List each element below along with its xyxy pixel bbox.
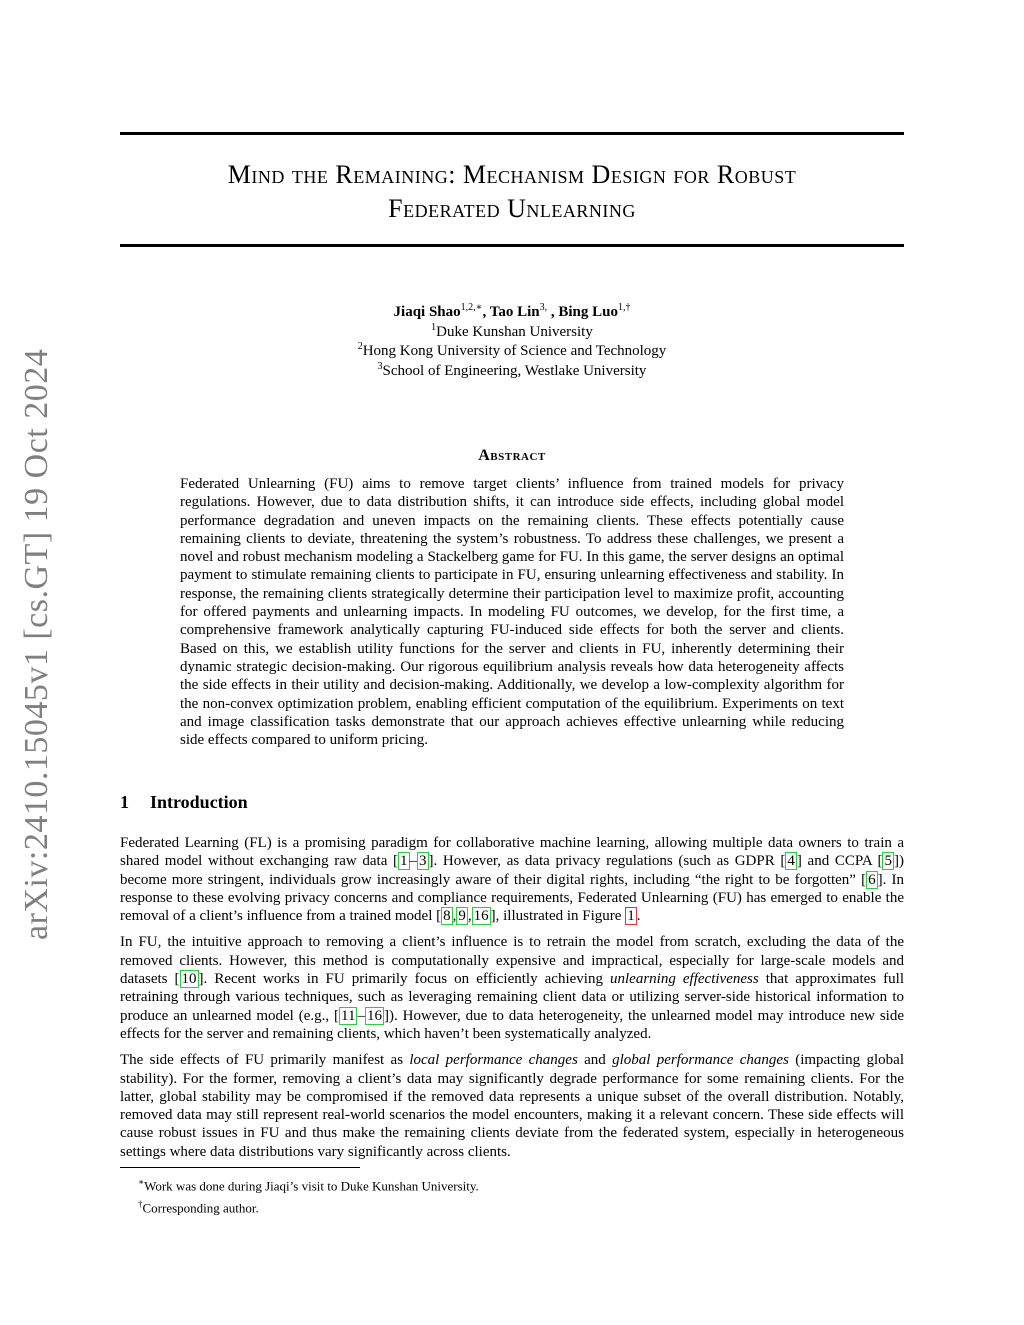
affiliation-2-text: Hong Kong University of Science and Technology bbox=[362, 343, 667, 359]
footnote-1-text: Work was done during Jiaqi’s visit to Duke Kunshan University. bbox=[144, 1178, 479, 1194]
citation-link[interactable]: 6 bbox=[868, 871, 876, 888]
footnote-1 bbox=[138, 1173, 479, 1195]
p1-text-10: . bbox=[636, 908, 641, 925]
citation-link[interactable]: 1 bbox=[400, 853, 408, 870]
author-sep-2: , bbox=[547, 304, 559, 320]
p1-text-4: ] and CCPA [ bbox=[796, 853, 883, 870]
affiliation-1-mark: 1 bbox=[431, 321, 437, 333]
citation-link[interactable]: 10 bbox=[181, 971, 197, 988]
paragraph-2 bbox=[120, 933, 904, 1043]
p2-text-3: that approximates full retraining through various techniques, such as leveraging remaining client data or utilizing server-side historical information to produce an unlearned model (e.g., [ bbox=[120, 971, 904, 1024]
title-rule-bottom bbox=[120, 244, 904, 247]
footnotes bbox=[138, 1173, 479, 1218]
section-number: 1 bbox=[120, 792, 129, 812]
p3-text-1: The side effects of FU primarily manifest as bbox=[120, 1052, 410, 1069]
footnote-rule bbox=[120, 1167, 360, 1168]
p1-text-6: ]. In response to these evolving privacy concerns and compliance requirements, Federated Unlearning (FU) has emerged to enable the removal of a client’s influence from a trained model [ bbox=[120, 871, 904, 925]
paragraph-1 bbox=[120, 834, 904, 925]
affiliation-2 bbox=[120, 342, 904, 362]
p2-emphasis-1: unlearning effectiveness bbox=[610, 971, 759, 988]
citation-link[interactable]: 16 bbox=[473, 908, 489, 925]
author-block bbox=[120, 303, 904, 381]
p3-emphasis-2: global performance changes bbox=[612, 1052, 789, 1069]
figure-link[interactable]: 1 bbox=[627, 908, 635, 925]
citation-link[interactable]: 11 bbox=[341, 1007, 356, 1024]
author-names bbox=[120, 303, 904, 323]
footnote-2-mark: † bbox=[138, 1199, 143, 1210]
affiliation-1 bbox=[120, 323, 904, 343]
author-1-name: Jiaqi Shao bbox=[393, 304, 461, 320]
author-sep-1: , bbox=[482, 304, 490, 320]
footnote-1-mark: ∗ bbox=[138, 1177, 145, 1187]
p1-text-3: ]. However, as data privacy regulations (such as GDPR [ bbox=[428, 853, 786, 870]
p2-text-4: – bbox=[357, 1007, 365, 1024]
footnote-2-text: Corresponding author. bbox=[142, 1200, 259, 1216]
author-3-name: Bing Luo bbox=[558, 304, 618, 320]
paper-title bbox=[120, 158, 904, 226]
arxiv-stamp: arXiv:2410.15045v1 [cs.GT] 19 Oct 2024 bbox=[18, 348, 55, 940]
introduction-body bbox=[120, 834, 904, 1169]
affiliation-3 bbox=[120, 362, 904, 382]
section-heading-introduction bbox=[120, 792, 248, 813]
title-rule-top bbox=[120, 132, 904, 135]
p1-text-8: , bbox=[467, 908, 472, 925]
section-title: Introduction bbox=[150, 792, 248, 812]
author-2-marks: 3, bbox=[539, 302, 548, 313]
affiliation-3-text: School of Engineering, Westlake University bbox=[382, 362, 647, 379]
citation-link[interactable]: 8 bbox=[443, 908, 451, 925]
citation-link[interactable]: 9 bbox=[458, 908, 466, 925]
abstract-text: Federated Unlearning (FU) aims to remove target clients’ influence from trained models for privacy regulations. However, due to data distribution shifts, it can introduce side effects, including global model performance degradation and uneven impacts on the remaining clients. These effects potentially cause remaining clients to deviate, threatening the system’s robustness. To address these challenges, we present a novel and robust mechanism modeling a Stackelberg game for FU. In this game, the server designs an optimal payment to stimulate remaining clients to participate in FU, ensuring unlearning effectiveness and stability. In response, the remaining clients strategically determine their participation level to maximize profit, accounting for offered payments and unlearning impacts. In modeling FU outcomes, we develop, for the first time, a comprehensive framework analytically capturing FU-induced side effects for both the server and clients. Based on this, we establish utility functions for the server and clients in FU, inherently determining their dynamic strategic decision-making. Our rigorous equilibrium analysis reveals how data heterogeneity affects the side effects in their utility and decision-making. Additionally, we develop a low-complexity algorithm for the non-convex optimization problem, enabling efficient computation of the equilibrium. Experiments on text and image classification tasks demonstrate that our approach achieves effective unlearning while reducing side effects compared to uniform pricing. bbox=[180, 476, 844, 749]
p3-text-2: and bbox=[577, 1052, 613, 1069]
p1-text-2: – bbox=[409, 853, 418, 870]
affiliation-2-mark: 2 bbox=[357, 341, 363, 352]
title-line-2: Federated Unlearning bbox=[388, 194, 636, 223]
affiliation-1-text: Duke Kunshan University bbox=[436, 323, 593, 340]
p1-text-7: , bbox=[452, 908, 457, 925]
abstract-heading: Abstract bbox=[478, 447, 546, 464]
citation-link[interactable]: 5 bbox=[884, 853, 892, 870]
author-2-name: Tao Lin bbox=[489, 304, 540, 320]
p2-text-5: ]). However, due to data heterogeneity, the unlearned model may introduce new side effects for the server and remaining clients, which haven’t been systematically analyzed. bbox=[120, 1007, 905, 1042]
author-3-marks: 1,† bbox=[617, 302, 631, 313]
author-1-marks: 1,2,∗ bbox=[460, 302, 483, 313]
title-line-1: Mind the Remaining: Mechanism Design for Robust bbox=[227, 160, 797, 189]
citation-link[interactable]: 3 bbox=[419, 853, 427, 870]
p1-text-1: Federated Learning (FL) is a promising paradigm for collaborative machine learning, allowing multiple data owners to train a shared model without exchanging raw data [ bbox=[120, 835, 904, 870]
p1-text-5: ]) become more stringent, individuals grow increasingly aware of their digital rights, including “the right to be forgotten” [ bbox=[120, 853, 904, 888]
p3-text-3: (impacting global stability). For the former, removing a client’s data may significantly degrade performance for some remaining clients. For the latter, global stability may be compromised if the removed data represents a unique subset of the overall distribution. Notably, removed data may still represent real-world scenarios the model encounters, making it a relevant concern. These side effects will cause robust issues in FU and thus make the remaining clients deviate from the federated system, especially in heterogeneous settings where data distributions vary significantly across clients. bbox=[120, 1052, 904, 1160]
citation-link[interactable]: 4 bbox=[787, 853, 795, 870]
p2-text-1: In FU, the intuitive approach to removing a client’s influence is to retrain the model from scratch, excluding the data of the removed clients. However, this method is computationally expensive and impractical, especially for large-scale models and datasets [ bbox=[120, 934, 904, 988]
paragraph-3 bbox=[120, 1051, 904, 1161]
footnote-2 bbox=[138, 1195, 479, 1217]
p2-text-2: ]. Recent works in FU primarily focus on efficiently achieving bbox=[198, 971, 610, 988]
citation-link[interactable]: 16 bbox=[366, 1007, 382, 1024]
p1-text-9: ], illustrated in Figure bbox=[490, 908, 626, 925]
p3-emphasis-1: local performance changes bbox=[409, 1052, 578, 1069]
affiliation-3-mark: 3 bbox=[377, 360, 383, 372]
